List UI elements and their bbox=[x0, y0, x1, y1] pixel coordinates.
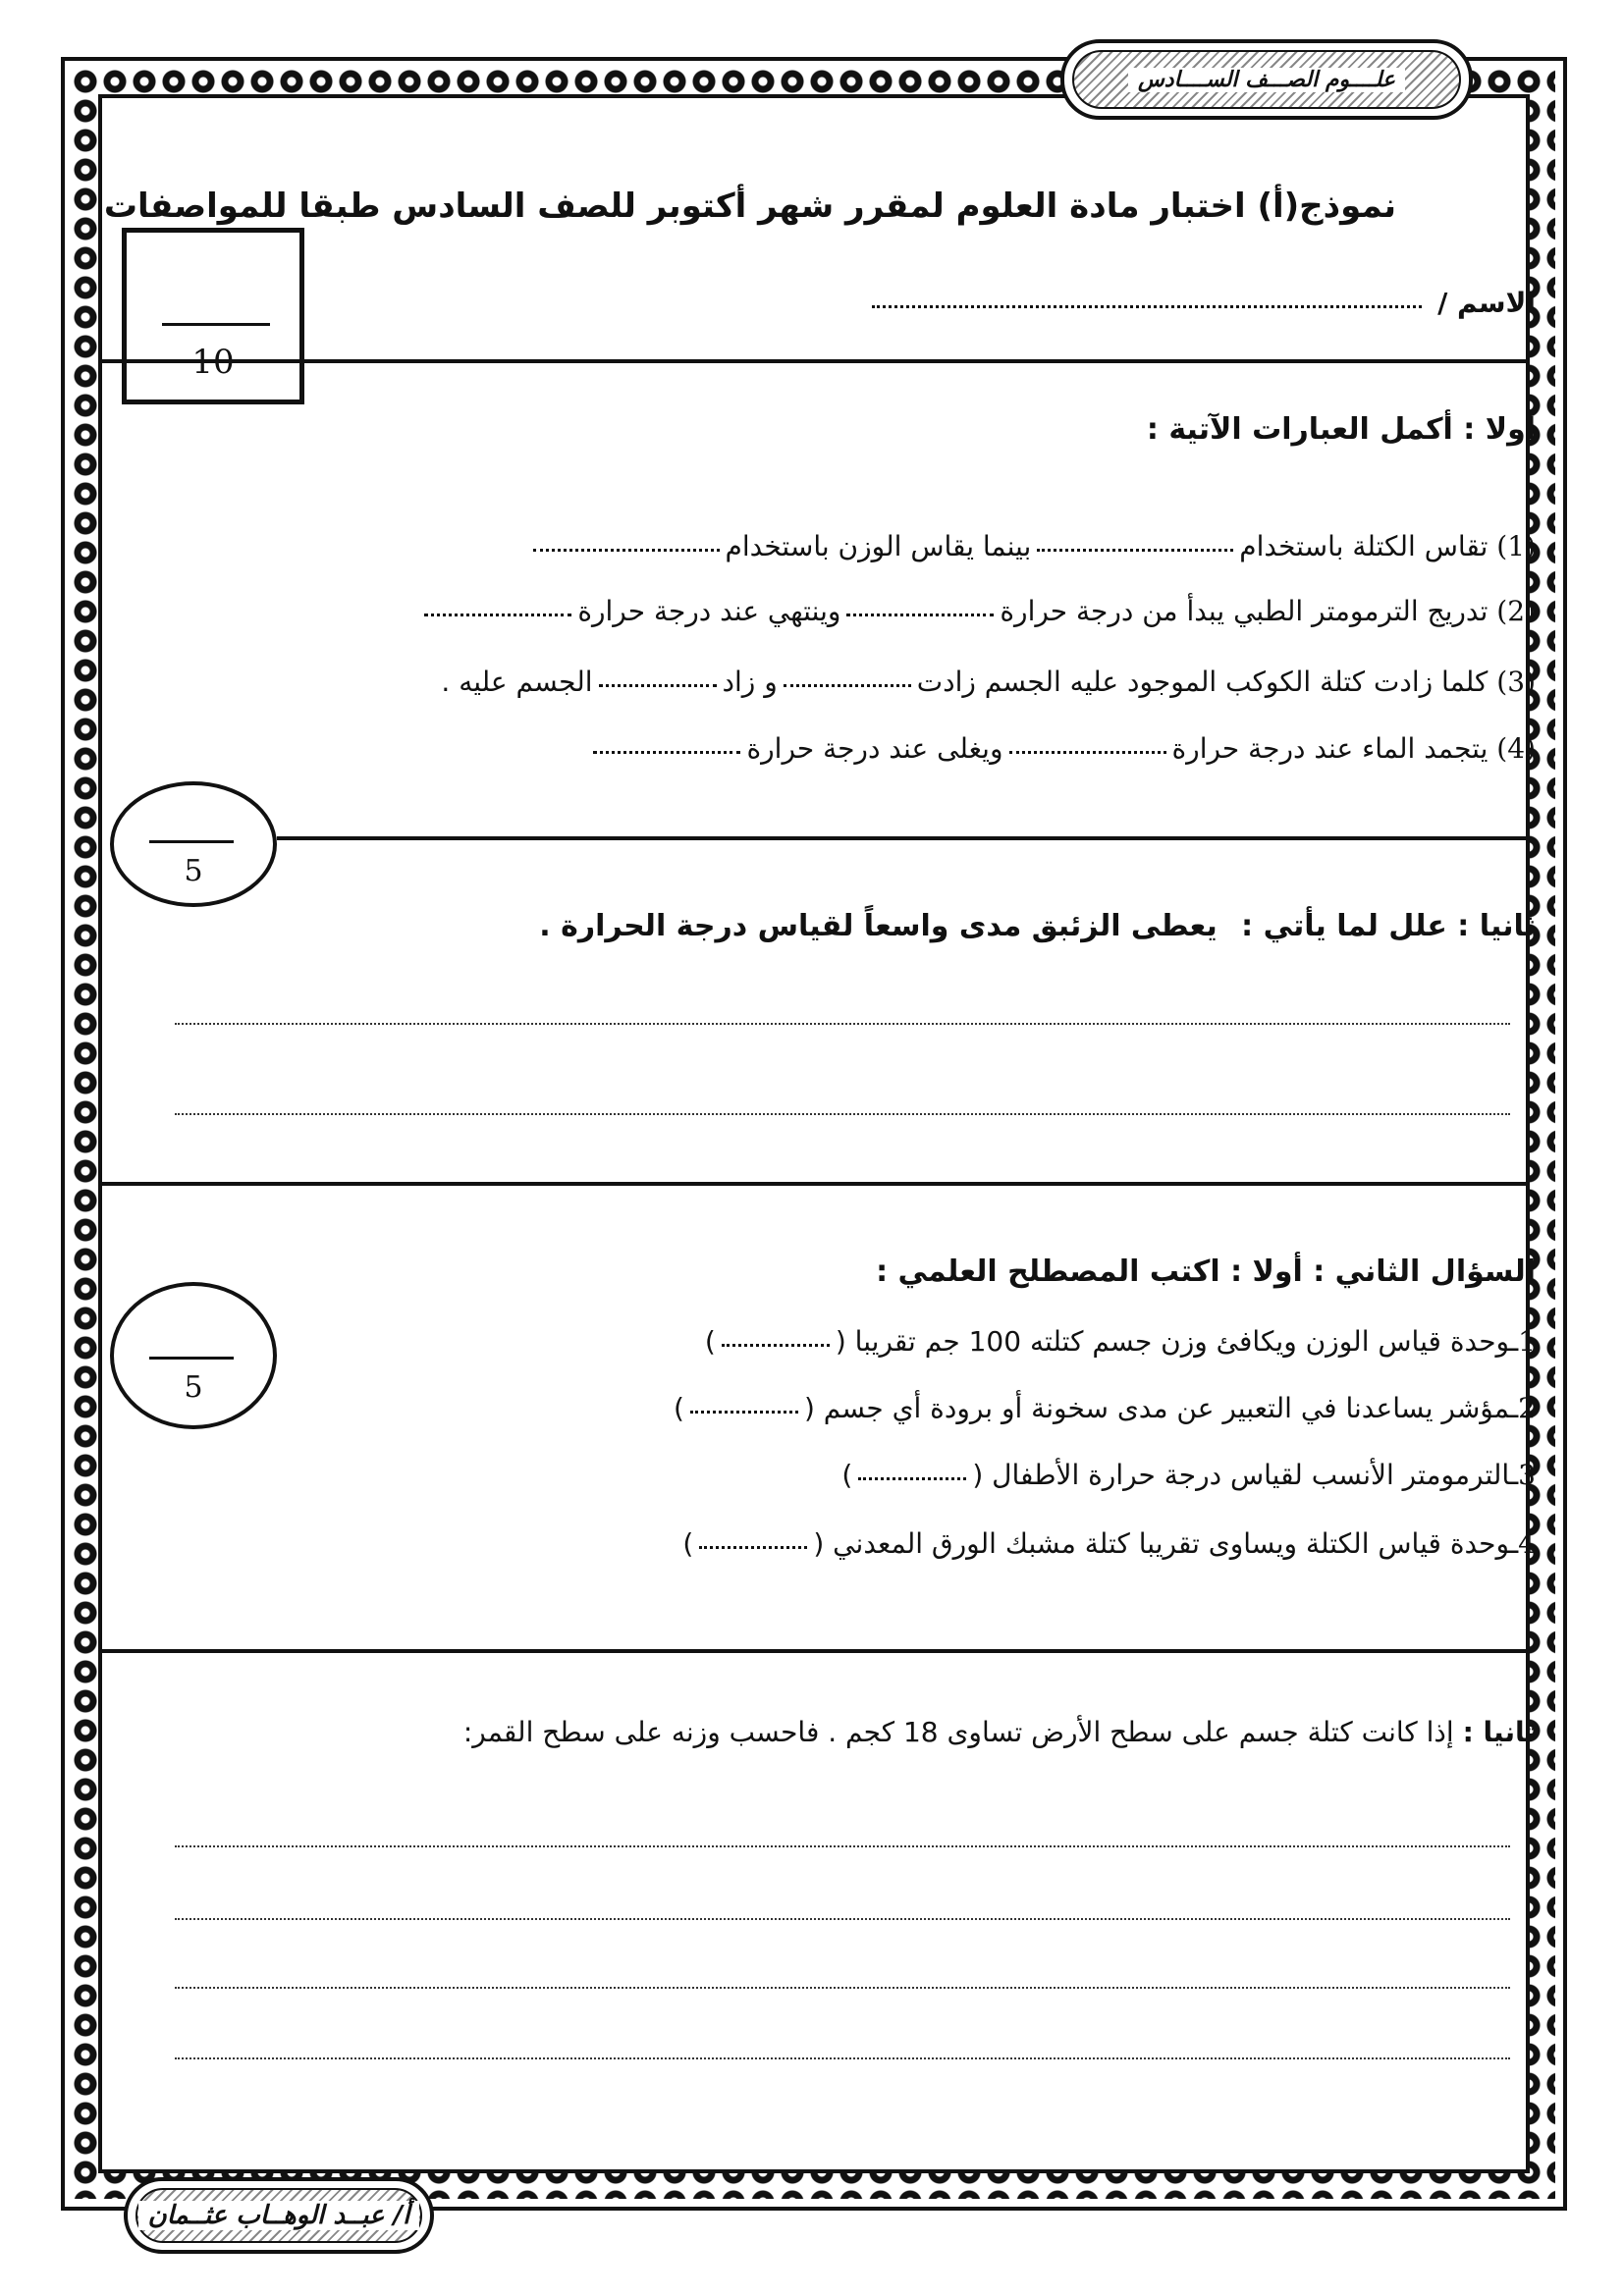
q2-item: 1ـوحدة قياس الوزن ويكافئ وزن جسم كتلته 100 جم تقريبا () bbox=[704, 1325, 1536, 1358]
q1-part2: ثانيا : علل لما يأتي : يعطى الزئبق مدى واسعاً لقياس درجة الحرارة . bbox=[539, 909, 1536, 943]
q1-item: (1) تقاس الكتلة باستخدامبينما يقاس الوزن باستخدام bbox=[527, 530, 1536, 562]
answer-line bbox=[175, 1023, 1510, 1025]
q2-part2: ثانيا : إذا كانت كتلة جسم على سطح الأرض تساوى 18 كجم . فاحسب وزنه على سطح القمر: bbox=[462, 1716, 1536, 1748]
q2-heading: السؤال الثاني : أولا : اكتب المصطلح العلمي : bbox=[876, 1255, 1536, 1289]
answer-line bbox=[175, 1987, 1510, 1989]
name-row bbox=[866, 287, 1536, 319]
q1-heading: أولا : أكمل العبارات الآتية : bbox=[1146, 412, 1536, 447]
name-dotted-line bbox=[872, 301, 1422, 308]
q1-score-ellipse bbox=[110, 781, 277, 907]
divider-q2b bbox=[98, 1649, 1530, 1653]
answer-line bbox=[175, 1918, 1510, 1920]
answer-line bbox=[175, 1845, 1510, 1847]
q2-item: 3ـالترمومتر الأنسب لقياس درجة حرارة الأطفال () bbox=[841, 1459, 1536, 1491]
divider-q1a bbox=[277, 836, 1530, 840]
q1-item: (3) كلما زادت كتلة الكوكب الموجود عليه الجسم زادتو زادالجسم عليه . bbox=[441, 666, 1536, 698]
footer-tab bbox=[124, 2177, 434, 2254]
divider-q2 bbox=[98, 1182, 1530, 1186]
total-score: 10 bbox=[191, 343, 235, 382]
page-border-inner bbox=[98, 94, 1530, 2173]
q2-score: 5 bbox=[184, 1370, 203, 1405]
score-line bbox=[162, 323, 270, 326]
header-tab-label: علــــوم الصـــف الســــادس bbox=[1128, 68, 1405, 92]
q1-score: 5 bbox=[184, 854, 203, 888]
divider-header bbox=[98, 359, 1530, 363]
q2-score-ellipse bbox=[110, 1282, 277, 1429]
header-tab bbox=[1060, 39, 1473, 120]
name-label: الاسم / bbox=[1437, 287, 1536, 319]
q1-item: (4) يتجمد الماء عند درجة حرارةويغلى عند درجة حرارة bbox=[587, 732, 1536, 765]
q1-item: (2) تدريج الترمومتر الطبي يبدأ من درجة حرارةوينتهي عند درجة حرارة bbox=[418, 595, 1536, 627]
q2-item: 4ـوحدة قياس الكتلة ويساوى تقريبا كتلة مشبك الورق المعدني () bbox=[682, 1527, 1536, 1560]
total-score-box bbox=[122, 228, 304, 404]
footer-tab-label: أ/ عبــد الوهــاب عثــمان bbox=[138, 2201, 420, 2230]
page-title: نموذج(أ) اختبار مادة العلوم لمقرر شهر أكتوبر للصف السادس طبقا للمواصفات bbox=[103, 187, 1396, 226]
answer-line bbox=[175, 1113, 1510, 1115]
q2-item: 2ـمؤشر يساعدنا في التعبير عن مدى سخونة أو برودة أي جسم () bbox=[674, 1392, 1536, 1424]
answer-line bbox=[175, 2057, 1510, 2059]
